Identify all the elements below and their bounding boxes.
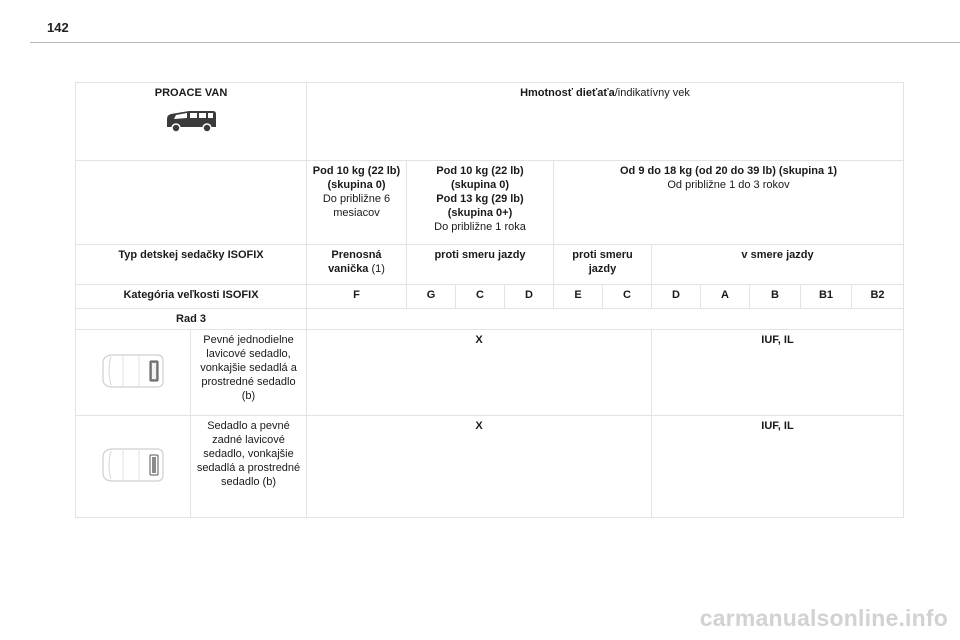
empty-cell [76,161,307,245]
seat-layout-icon [76,416,191,518]
size-row [76,285,904,309]
size-class: C [456,285,505,309]
size-class: G [407,285,456,309]
seat-row [76,416,904,518]
size-class: D [652,285,701,309]
header-row [76,83,904,161]
size-class: F [307,285,407,309]
type-forward: v smere jazdy [652,245,904,285]
group-weight: Pod 10 kg (22 lb) [436,165,524,177]
groups-row [76,161,904,245]
vehicle-name: PROACE VAN [154,87,228,99]
group-cell [307,161,407,245]
group-age: Do približne 1 roka [434,221,526,233]
type-label: Typ detskej sedačky ISOFIX [76,245,307,285]
seat-value-x: X [307,416,652,518]
seat-value-iuf: IUF, IL [652,330,904,416]
group-cell [554,161,904,245]
empty-cell [307,309,904,330]
row-heading [76,309,904,330]
vehicle-cell [76,83,307,161]
header-divider [30,42,960,43]
group-label: (skupina 0) [450,179,510,191]
van-side-icon [79,100,303,138]
type-rear-facing: proti smeru jazdy [407,245,554,285]
weight-header [307,83,904,161]
weight-header-bold: Hmotnosť dieťaťa [520,87,615,99]
seat-layout-icon [76,330,191,416]
page-number: 142 [47,20,69,35]
group-cell [407,161,554,245]
seat-value-iuf: IUF, IL [652,416,904,518]
size-class: E [554,285,603,309]
group-weight: Pod 10 kg (22 lb) [312,165,401,177]
type-carrycot [307,245,407,285]
size-class: C [603,285,652,309]
size-class: B1 [801,285,852,309]
watermark: carmanualsonline.info [699,605,948,631]
weight-header-rest: /indikatívny vek [614,87,690,99]
size-class: B2 [852,285,904,309]
type-rear-facing-2: proti smeru jazdy [554,245,652,285]
seat-description: Pevné jednodielne lavicové sedadlo, vonkajšie sedadlá a prostredné sedadlo (b) [191,330,307,416]
isofix-table [75,82,904,518]
group-weight: Pod 13 kg (29 lb) [436,193,524,205]
size-class: D [505,285,554,309]
size-class: A [701,285,750,309]
seat-value-x: X [307,330,652,416]
group-label: (skupina 0+) [447,207,513,219]
seat-row [76,330,904,416]
type-row [76,245,904,285]
group-age: Od približne 1 do 3 rokov [667,179,790,191]
carrycot-label: Prenosná vanička [328,249,382,275]
size-class: B [750,285,801,309]
group-weight: Od 9 do 18 kg (od 20 do 39 lb) (skupina 1) [620,165,837,177]
seat-description: Sedadlo a pevné zadné lavicové sedadlo, vonkajšie sedadlá a prostredné sedadlo (b) [191,416,307,518]
carrycot-note: (1) [368,263,385,275]
row-label: Rad 3 [76,309,307,330]
group-label: (skupina 0) [327,179,386,191]
group-age: Do približne 6 mesiacov [322,193,391,219]
size-label: Kategória veľkosti ISOFIX [76,285,307,309]
